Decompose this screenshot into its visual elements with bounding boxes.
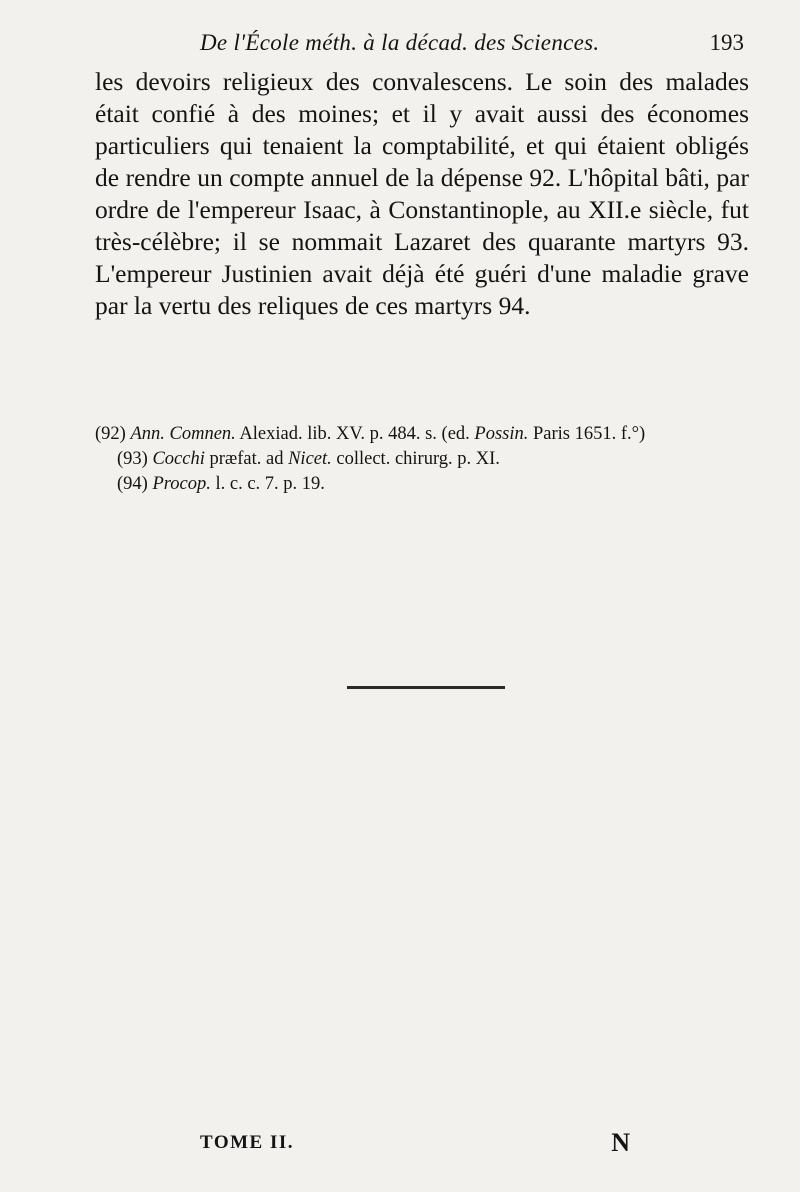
body-paragraph: les devoirs religieux des convalescens. Le soin des malades était confié à des moines; et il y avait aussi des économes particuliers qui tenaient la comptabilité, et qui étaient obligés de rendre un compte annuel de la dépense 92. L'hôpital bâti, par ordre de l'empereur Isaac, à Constantinople, au XII.e siècle, fut très-célèbre; il se nommait Lazaret des quarante martyrs 93. L'empereur Justinien avait déjà été guéri d'une maladie grave par la vertu des reliques de ces martyrs 94. [95,67,749,320]
footnote-author: Procop. [152,474,211,494]
footnote-text: præfat. ad [209,449,284,469]
page-footer [200,1128,630,1162]
footnote-author: Ann. Comnen. [130,424,236,444]
footnote-number: (93) [117,449,148,469]
footnote-tail: collect. chirurg. p. XI. [336,449,500,469]
footnotes [95,422,755,497]
signature-mark: N [611,1128,630,1157]
volume-label: TOME II. [200,1132,295,1153]
footnote-text: Alexiad. lib. XV. p. 484. s. (ed. [239,424,470,444]
main-text [95,66,749,322]
page-number: 193 [709,30,744,55]
footnote-number: (92) [95,424,126,444]
footnote-93 [95,447,755,472]
running-title: De l'École méth. à la décad. des Sciences. [200,30,600,55]
footnote-92 [95,422,755,447]
footnote-94 [95,472,755,497]
footnote-editor: Nicet. [288,449,332,469]
section-rule [347,686,505,689]
footnote-tail: Paris 1651. f.°) [533,424,646,444]
page-header [200,30,744,64]
footnote-text: l. c. c. 7. p. 19. [215,474,325,494]
footnote-author: Cocchi [152,449,205,469]
footnote-editor: Possin. [474,424,529,444]
footnote-number: (94) [117,474,148,494]
